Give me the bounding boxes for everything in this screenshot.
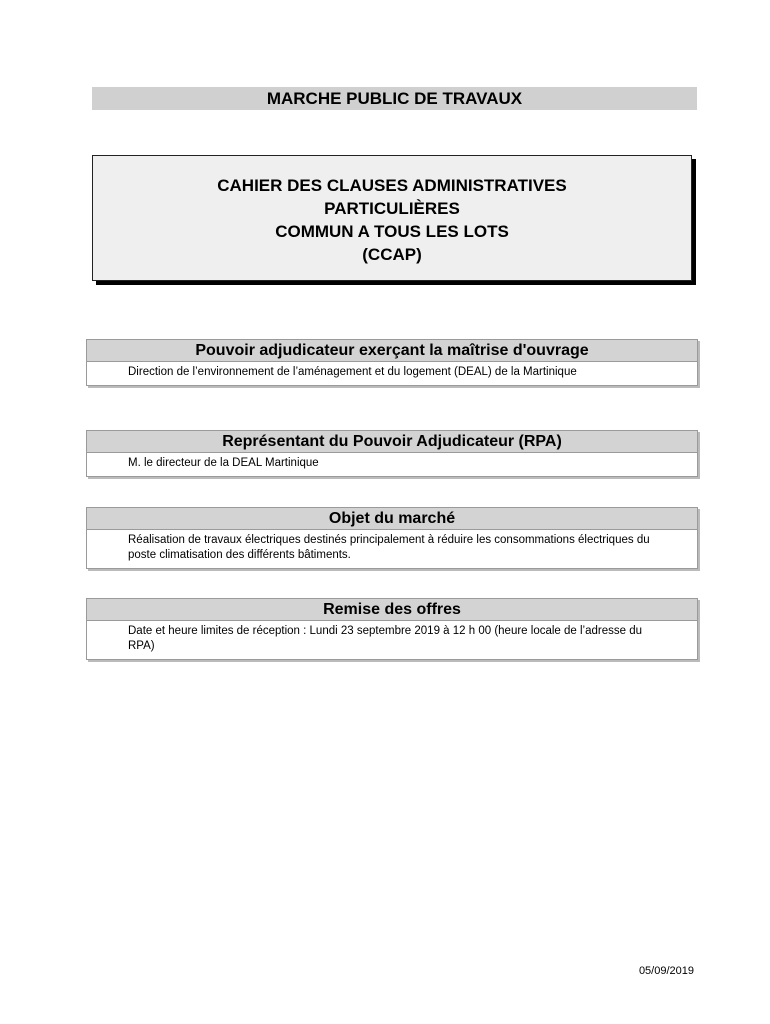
section-authority-representative: [86, 430, 698, 477]
section-content: Direction de l’environnement de l’aménagement et du logement (DEAL) de la Martinique: [128, 366, 577, 378]
section-heading: Pouvoir adjudicateur exerçant la maîtrise d'ouvrage: [87, 340, 697, 362]
ccap-title-line-4: (CCAP): [362, 245, 422, 264]
section-heading: Représentant du Pouvoir Adjudicateur (RPA): [87, 431, 697, 453]
ccap-title-box: [92, 155, 692, 281]
section-content: M. le directeur de la DEAL Martinique: [128, 457, 319, 469]
ccap-title-line-2: PARTICULIÈRES: [324, 199, 460, 218]
section-heading: Remise des offres: [87, 599, 697, 621]
ccap-title-line-3: COMMUN A TOUS LES LOTS: [275, 222, 509, 241]
ccap-title-line-1: CAHIER DES CLAUSES ADMINISTRATIVES: [217, 176, 567, 195]
section-contracting-authority: [86, 339, 698, 386]
section-content: Date et heure limites de réception : Lundi 23 septembre 2019 à 12 h 00 (heure locale de l’adresse du RPA): [128, 625, 642, 652]
banner-title: MARCHE PUBLIC DE TRAVAUX: [266, 89, 523, 108]
footer-date: 05/09/2019: [638, 965, 694, 977]
document-type-banner: [92, 87, 697, 110]
section-contract-object: [86, 507, 698, 569]
section-bid-submission: [86, 598, 698, 660]
section-heading: Objet du marché: [87, 508, 697, 530]
ccap-title-lines: [93, 174, 691, 266]
section-content: Réalisation de travaux électriques destinés principalement à réduire les consommations électriques du poste climatisation des différents bâtiments.: [128, 534, 650, 561]
